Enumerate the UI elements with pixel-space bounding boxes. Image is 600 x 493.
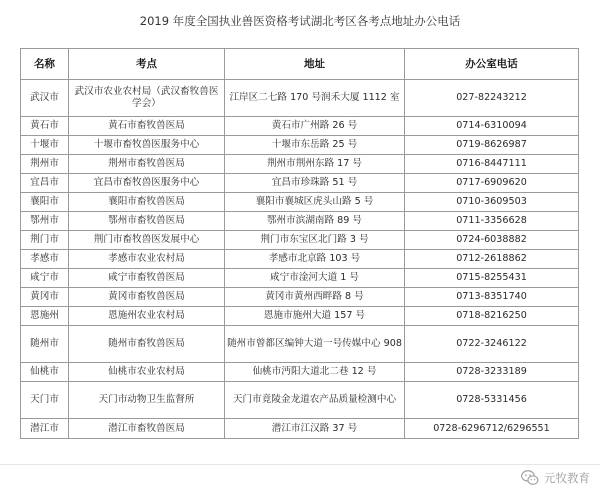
wechat-icon xyxy=(520,468,540,488)
table-row xyxy=(21,174,579,193)
header-address: 地址 xyxy=(225,49,405,80)
table-row xyxy=(21,250,579,269)
cell-name: 宜昌市 xyxy=(21,174,69,193)
cell-site: 仙桃市农业农村局 xyxy=(69,363,225,382)
cell-phone: 0716-8447111 xyxy=(405,155,579,174)
table-row xyxy=(21,136,579,155)
cell-name: 咸宁市 xyxy=(21,269,69,288)
footer-bar xyxy=(0,464,600,493)
watermark-text: 元牧教育 xyxy=(544,471,590,485)
cell-site: 武汉市农业农村局（武汉畜牧兽医学会） xyxy=(69,80,225,117)
cell-name: 随州市 xyxy=(21,326,69,363)
cell-name: 荆州市 xyxy=(21,155,69,174)
cell-phone: 0717-6909620 xyxy=(405,174,579,193)
cell-site: 襄阳市畜牧兽医局 xyxy=(69,193,225,212)
cell-site: 恩施州农业农村局 xyxy=(69,307,225,326)
cell-site: 十堰市畜牧兽医服务中心 xyxy=(69,136,225,155)
cell-phone: 0711-3356628 xyxy=(405,212,579,231)
table-row xyxy=(21,231,579,250)
table-row xyxy=(21,382,579,419)
cell-address: 十堰市东岳路 25 号 xyxy=(225,136,405,155)
cell-address: 咸宁市淦河大道 1 号 xyxy=(225,269,405,288)
cell-name: 天门市 xyxy=(21,382,69,419)
cell-site: 孝感市农业农村局 xyxy=(69,250,225,269)
header-name: 名称 xyxy=(21,49,69,80)
cell-site: 荆州市畜牧兽医局 xyxy=(69,155,225,174)
cell-site: 宜昌市畜牧兽医服务中心 xyxy=(69,174,225,193)
cell-address: 宜昌市珍珠路 51 号 xyxy=(225,174,405,193)
cell-address: 仙桃市沔阳大道北二巷 12 号 xyxy=(225,363,405,382)
cell-site: 咸宁市畜牧兽医局 xyxy=(69,269,225,288)
table-row xyxy=(21,117,579,136)
cell-address: 孝感市北京路 103 号 xyxy=(225,250,405,269)
cell-site: 潜江市畜牧兽医局 xyxy=(69,419,225,439)
header-site: 考点 xyxy=(69,49,225,80)
cell-name: 武汉市 xyxy=(21,80,69,117)
cell-phone: 0728-6296712/6296551 xyxy=(405,419,579,439)
table-row xyxy=(21,419,579,439)
table-row xyxy=(21,307,579,326)
cell-address: 江岸区二七路 170 号润禾大厦 1112 室 xyxy=(225,80,405,117)
table-row xyxy=(21,212,579,231)
cell-name: 十堰市 xyxy=(21,136,69,155)
cell-address: 鄂州市滨湖南路 89 号 xyxy=(225,212,405,231)
cell-site: 随州市畜牧兽医局 xyxy=(69,326,225,363)
cell-address: 黄冈市黄州西畔路 8 号 xyxy=(225,288,405,307)
cell-name: 荆门市 xyxy=(21,231,69,250)
cell-phone: 0719-8626987 xyxy=(405,136,579,155)
cell-phone: 0715-8255431 xyxy=(405,269,579,288)
table-row xyxy=(21,269,579,288)
cell-site: 黄石市畜牧兽医局 xyxy=(69,117,225,136)
table-row xyxy=(21,326,579,363)
cell-phone: 0724-6038882 xyxy=(405,231,579,250)
table-row xyxy=(21,288,579,307)
table-row xyxy=(21,155,579,174)
cell-address: 黄石市广州路 26 号 xyxy=(225,117,405,136)
cell-name: 仙桃市 xyxy=(21,363,69,382)
cell-phone: 027-82243212 xyxy=(405,80,579,117)
cell-phone: 0728-5331456 xyxy=(405,382,579,419)
cell-phone: 0712-2618862 xyxy=(405,250,579,269)
cell-phone: 0714-6310094 xyxy=(405,117,579,136)
cell-name: 孝感市 xyxy=(21,250,69,269)
cell-phone: 0728-3233189 xyxy=(405,363,579,382)
cell-address: 荆门市东宝区北门路 3 号 xyxy=(225,231,405,250)
cell-address: 襄阳市襄城区虎头山路 5 号 xyxy=(225,193,405,212)
cell-address: 随州市曾都区编钟大道一号传媒中心 908 xyxy=(225,326,405,363)
page-title: 2019 年度全国执业兽医资格考试湖北考区各考点地址办公电话 xyxy=(139,14,461,28)
cell-site: 荆门市畜牧兽医发展中心 xyxy=(69,231,225,250)
cell-address: 潜江市江汉路 37 号 xyxy=(225,419,405,439)
cell-phone: 0718-8216250 xyxy=(405,307,579,326)
watermark xyxy=(520,468,590,488)
cell-site: 天门市动物卫生监督所 xyxy=(69,382,225,419)
cell-name: 鄂州市 xyxy=(21,212,69,231)
cell-name: 黄冈市 xyxy=(21,288,69,307)
table-row xyxy=(21,193,579,212)
table-header-row xyxy=(21,49,579,80)
cell-name: 潜江市 xyxy=(21,419,69,439)
cell-site: 黄冈市畜牧兽医局 xyxy=(69,288,225,307)
exam-sites-table xyxy=(20,48,579,439)
cell-site: 鄂州市畜牧兽医局 xyxy=(69,212,225,231)
cell-address: 天门市竟陵金龙道农产品质量检测中心 xyxy=(225,382,405,419)
cell-phone: 0713-8351740 xyxy=(405,288,579,307)
cell-name: 襄阳市 xyxy=(21,193,69,212)
cell-phone: 0722-3246122 xyxy=(405,326,579,363)
cell-address: 荆州市荆州东路 17 号 xyxy=(225,155,405,174)
cell-name: 恩施州 xyxy=(21,307,69,326)
table-row xyxy=(21,363,579,382)
header-phone: 办公室电话 xyxy=(405,49,579,80)
cell-name: 黄石市 xyxy=(21,117,69,136)
cell-address: 恩施市施州大道 157 号 xyxy=(225,307,405,326)
table-row xyxy=(21,80,579,117)
cell-phone: 0710-3609503 xyxy=(405,193,579,212)
